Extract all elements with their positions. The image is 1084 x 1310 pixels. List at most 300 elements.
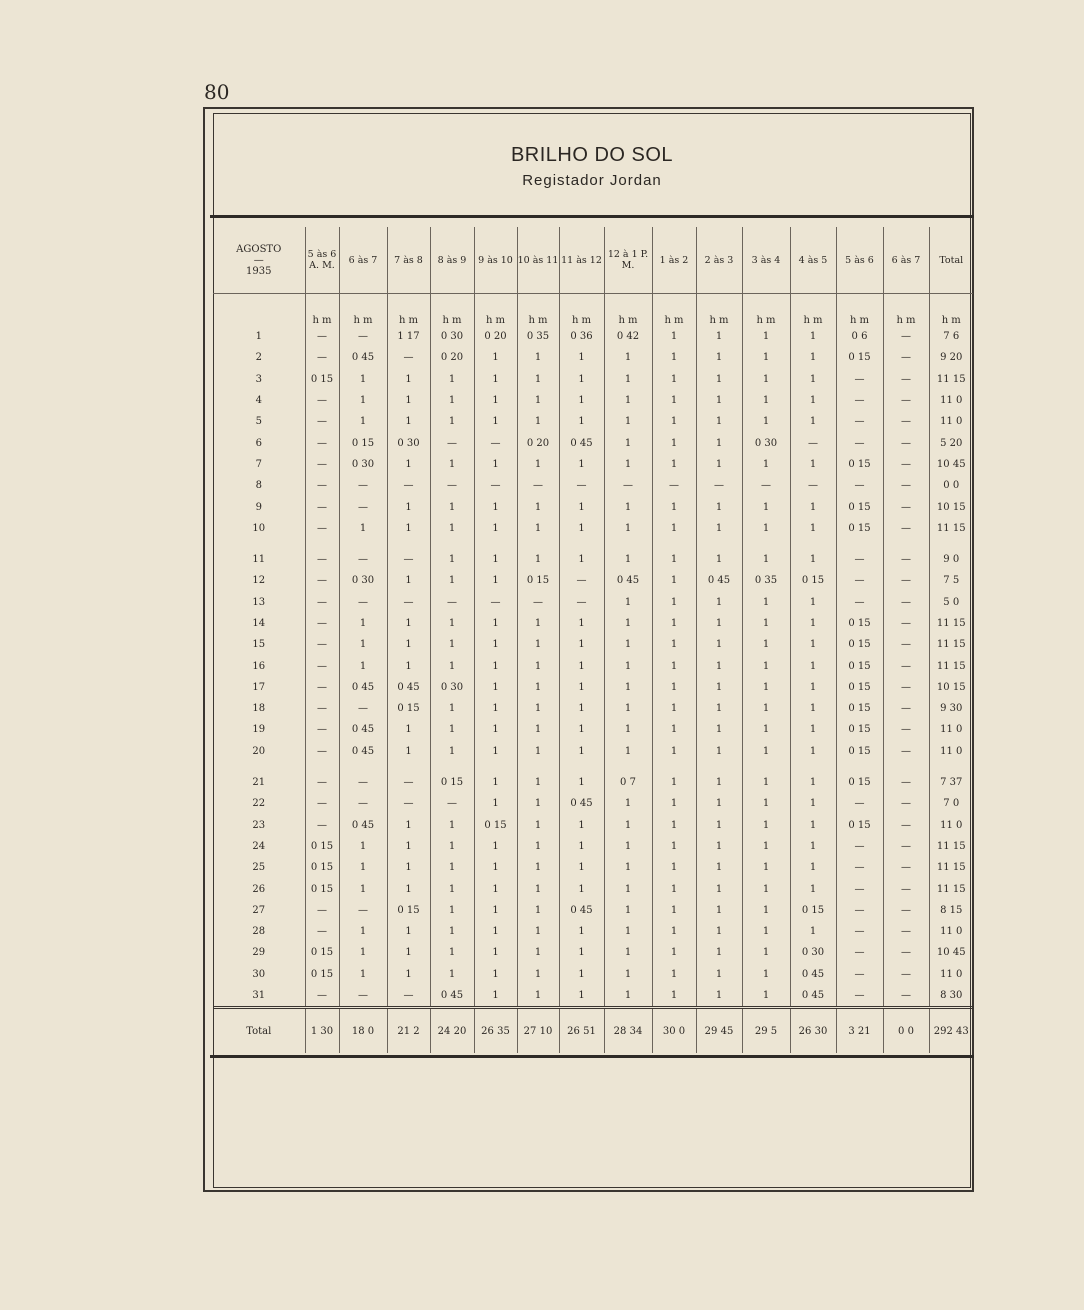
value-cell: 1 — [742, 655, 790, 676]
day-cell: 16 — [252, 660, 266, 672]
value-cell: 1 — [430, 390, 474, 411]
value-cell: 1 — [652, 347, 696, 368]
value-cell: — — [652, 475, 696, 496]
value-cell: 1 — [474, 793, 517, 814]
value-cell: 0 15 — [305, 369, 339, 390]
units-label: h m — [756, 315, 776, 326]
units-cell — [387, 294, 430, 327]
value-cell: 1 — [652, 539, 696, 570]
value-cell: — — [836, 411, 883, 432]
value-cell: — — [305, 539, 339, 570]
value-cell: 0 36 — [559, 326, 604, 347]
value-cell: 0 45 — [387, 677, 430, 698]
value-cell: — — [883, 613, 929, 634]
value-cell: 1 — [604, 411, 652, 432]
value-cell: 1 — [559, 878, 604, 899]
value-cell: 0 15 — [305, 942, 339, 963]
value-cell: 0 15 — [387, 698, 430, 719]
value-cell: 0 45 — [559, 432, 604, 453]
value-cell: 11 0 — [929, 719, 973, 740]
value-cell: 1 — [430, 518, 474, 539]
value-cell: 0 15 — [305, 878, 339, 899]
value-cell: 1 — [559, 719, 604, 740]
value-cell: 1 — [652, 592, 696, 613]
value-cell: — — [305, 347, 339, 368]
day-cell: 15 — [252, 639, 266, 651]
value-cell: 1 — [339, 921, 387, 942]
units-cell — [604, 294, 652, 327]
value-cell: 1 — [790, 677, 836, 698]
day-cell: 17 — [252, 681, 266, 693]
day-cell: 27 — [252, 904, 266, 916]
value-cell: 0 45 — [790, 964, 836, 985]
value-cell: — — [883, 878, 929, 899]
value-cell: 1 — [517, 613, 559, 634]
value-cell: 0 30 — [790, 942, 836, 963]
value-cell: 1 — [339, 613, 387, 634]
value-cell: 1 — [430, 496, 474, 517]
value-cell: — — [742, 475, 790, 496]
value-cell: 1 — [559, 857, 604, 878]
day-cell: 7 — [255, 458, 262, 470]
value-cell: 1 — [604, 539, 652, 570]
value-cell: 0 35 — [742, 570, 790, 591]
day-cell: 20 — [252, 745, 266, 757]
value-cell: 1 — [559, 634, 604, 655]
value-cell: 0 15 — [790, 900, 836, 921]
value-cell: 11 15 — [929, 634, 973, 655]
value-cell: 1 — [387, 719, 430, 740]
value-cell: 1 — [430, 857, 474, 878]
value-cell: 1 — [696, 942, 742, 963]
col-header: 5 às 6 A. M. — [305, 227, 339, 294]
table-row — [213, 900, 973, 921]
value-cell: 8 15 — [929, 900, 973, 921]
value-cell: 1 — [652, 518, 696, 539]
value-cell: — — [305, 634, 339, 655]
value-cell: — — [604, 475, 652, 496]
table-row — [213, 592, 973, 613]
table-row — [213, 326, 973, 347]
value-cell: 1 — [604, 518, 652, 539]
value-cell: — — [883, 836, 929, 857]
table-row — [213, 570, 973, 591]
total-cell: 292 43 — [929, 1008, 973, 1054]
value-cell: 1 — [742, 741, 790, 762]
value-cell: 1 — [559, 985, 604, 1008]
value-cell: 1 — [559, 496, 604, 517]
value-cell: 1 — [339, 369, 387, 390]
value-cell: — — [883, 411, 929, 432]
value-cell: — — [883, 762, 929, 793]
value-cell: — — [474, 592, 517, 613]
value-cell: — — [559, 592, 604, 613]
day-cell: 4 — [255, 395, 262, 407]
value-cell: 1 — [742, 347, 790, 368]
value-cell: 1 — [652, 454, 696, 475]
value-cell: — — [836, 985, 883, 1008]
value-cell: 1 — [517, 454, 559, 475]
value-cell: 1 — [559, 539, 604, 570]
value-cell: 11 15 — [929, 613, 973, 634]
units-cell — [883, 294, 929, 327]
value-cell: — — [387, 985, 430, 1008]
value-cell: 1 — [742, 964, 790, 985]
value-cell: 1 — [517, 942, 559, 963]
value-cell: 1 — [696, 921, 742, 942]
value-cell: 1 — [339, 411, 387, 432]
value-cell: 11 15 — [929, 836, 973, 857]
value-cell: 1 — [790, 719, 836, 740]
total-cell: 26 35 — [474, 1008, 517, 1054]
value-cell: 9 20 — [929, 347, 973, 368]
value-cell: 1 — [517, 539, 559, 570]
value-cell: 1 — [742, 793, 790, 814]
value-cell: — — [883, 719, 929, 740]
value-cell: 1 — [339, 634, 387, 655]
value-cell: 0 15 — [836, 698, 883, 719]
value-cell: 0 20 — [474, 326, 517, 347]
value-cell: 1 — [696, 655, 742, 676]
value-cell: 0 15 — [430, 762, 474, 793]
value-cell: — — [696, 475, 742, 496]
day-cell: 6 — [255, 437, 262, 449]
value-cell: 1 — [790, 518, 836, 539]
value-cell: 1 — [790, 698, 836, 719]
value-cell: 1 — [742, 921, 790, 942]
value-cell: 1 — [696, 677, 742, 698]
month-label: AGOSTO — [236, 243, 282, 255]
value-cell: 0 15 — [836, 655, 883, 676]
value-cell: 1 — [742, 762, 790, 793]
value-cell: 10 45 — [929, 942, 973, 963]
value-cell: 1 — [790, 634, 836, 655]
day-cell: 28 — [252, 926, 266, 938]
units-label: h m — [398, 315, 419, 326]
value-cell: 1 — [559, 613, 604, 634]
value-cell: 1 — [430, 900, 474, 921]
value-cell: — — [883, 900, 929, 921]
value-cell: 1 — [559, 390, 604, 411]
value-cell: 1 — [517, 793, 559, 814]
value-cell: — — [883, 454, 929, 475]
day-cell: 5 — [255, 416, 262, 428]
value-cell: 1 — [696, 518, 742, 539]
value-cell: — — [305, 411, 339, 432]
value-cell: 7 5 — [929, 570, 973, 591]
value-cell: — — [883, 634, 929, 655]
value-cell: — — [305, 677, 339, 698]
value-cell: 1 — [790, 857, 836, 878]
value-cell: 11 0 — [929, 390, 973, 411]
table-row — [213, 634, 973, 655]
value-cell: 0 15 — [836, 815, 883, 836]
value-cell: — — [836, 369, 883, 390]
value-cell: 1 — [696, 347, 742, 368]
value-cell: 1 — [604, 985, 652, 1008]
value-cell: 10 15 — [929, 677, 973, 698]
value-cell: 7 0 — [929, 793, 973, 814]
page-number: 80 — [204, 80, 230, 104]
day-cell: 19 — [252, 724, 266, 736]
value-cell: 1 — [696, 390, 742, 411]
value-cell: 1 — [696, 613, 742, 634]
value-cell: 1 — [604, 369, 652, 390]
totals-label: Total — [213, 1008, 305, 1054]
value-cell: — — [883, 592, 929, 613]
day-cell: 22 — [252, 798, 266, 810]
value-cell: 1 — [790, 592, 836, 613]
value-cell: — — [883, 793, 929, 814]
value-cell: 1 — [387, 570, 430, 591]
value-cell: 1 — [430, 655, 474, 676]
value-cell: 1 — [790, 369, 836, 390]
value-cell: — — [474, 475, 517, 496]
value-cell: 1 — [696, 454, 742, 475]
value-cell: 1 — [652, 942, 696, 963]
table-row — [213, 347, 973, 368]
value-cell: 1 — [604, 793, 652, 814]
value-cell: 1 — [387, 518, 430, 539]
units-label: h m — [896, 315, 916, 326]
value-cell: 1 — [517, 857, 559, 878]
value-cell: 1 — [696, 698, 742, 719]
day-cell: 12 — [252, 575, 266, 587]
day-cell: 13 — [252, 596, 266, 608]
value-cell: 1 — [742, 613, 790, 634]
value-cell: 11 15 — [929, 369, 973, 390]
value-cell: 1 — [559, 369, 604, 390]
value-cell: — — [305, 518, 339, 539]
table-row — [213, 390, 973, 411]
value-cell: 1 — [517, 655, 559, 676]
value-cell: 1 — [474, 454, 517, 475]
value-cell: 10 15 — [929, 496, 973, 517]
value-cell: — — [836, 592, 883, 613]
value-cell: 1 — [474, 836, 517, 857]
value-cell: 1 — [790, 613, 836, 634]
value-cell: — — [836, 390, 883, 411]
value-cell: 1 — [430, 942, 474, 963]
value-cell: — — [836, 942, 883, 963]
value-cell: — — [790, 432, 836, 453]
value-cell: 1 — [474, 518, 517, 539]
value-cell: 1 — [559, 655, 604, 676]
value-cell: 1 — [742, 369, 790, 390]
value-cell: — — [883, 347, 929, 368]
value-cell: 0 15 — [836, 719, 883, 740]
value-cell: 1 — [517, 719, 559, 740]
day-cell: 23 — [252, 819, 266, 831]
value-cell: 1 — [604, 815, 652, 836]
value-cell: — — [305, 390, 339, 411]
value-cell: — — [430, 475, 474, 496]
value-cell: 1 — [387, 942, 430, 963]
value-cell: 1 — [790, 815, 836, 836]
value-cell: 1 — [742, 496, 790, 517]
value-cell: 1 — [604, 900, 652, 921]
value-cell: 1 — [604, 964, 652, 985]
value-cell: 0 30 — [387, 432, 430, 453]
value-cell: 1 — [652, 411, 696, 432]
value-cell: 1 — [604, 741, 652, 762]
value-cell: 1 — [474, 741, 517, 762]
table-row — [213, 964, 973, 985]
col-header: 7 às 8 — [387, 227, 430, 294]
day-cell: 2 — [255, 352, 262, 364]
value-cell: 0 45 — [559, 900, 604, 921]
day-cell: 24 — [252, 840, 266, 852]
value-cell: 1 — [339, 518, 387, 539]
value-cell: 0 20 — [517, 432, 559, 453]
value-cell: — — [305, 762, 339, 793]
value-cell: 1 — [604, 921, 652, 942]
value-cell: 1 — [696, 741, 742, 762]
month-separator: — — [253, 254, 264, 266]
value-cell: 1 — [652, 698, 696, 719]
value-cell: — — [430, 592, 474, 613]
value-cell: — — [305, 592, 339, 613]
value-cell: — — [559, 570, 604, 591]
value-cell: 1 — [517, 921, 559, 942]
value-cell: 1 — [790, 326, 836, 347]
value-cell: 1 — [742, 815, 790, 836]
value-cell: — — [339, 475, 387, 496]
value-cell: 1 — [790, 836, 836, 857]
value-cell: — — [883, 518, 929, 539]
table-row — [213, 539, 973, 570]
value-cell: 1 — [652, 857, 696, 878]
value-cell: 11 0 — [929, 964, 973, 985]
col-header: 9 às 10 — [474, 227, 517, 294]
value-cell: 1 — [430, 698, 474, 719]
value-cell: 1 — [696, 411, 742, 432]
col-header: 6 às 7 — [339, 227, 387, 294]
value-cell: 0 45 — [559, 793, 604, 814]
value-cell: 11 15 — [929, 878, 973, 899]
value-cell: 1 — [742, 677, 790, 698]
units-row — [213, 294, 973, 327]
value-cell: — — [883, 964, 929, 985]
value-cell: — — [883, 570, 929, 591]
value-cell: 1 — [742, 518, 790, 539]
value-cell: 0 15 — [836, 677, 883, 698]
value-cell: 1 — [652, 613, 696, 634]
value-cell: 1 — [387, 741, 430, 762]
value-cell: 1 — [339, 878, 387, 899]
value-cell: — — [883, 942, 929, 963]
value-cell: 1 — [517, 496, 559, 517]
value-cell: 1 — [517, 677, 559, 698]
value-cell: 1 — [430, 634, 474, 655]
value-cell: 1 — [387, 634, 430, 655]
col-header: 6 às 7 — [883, 227, 929, 294]
units-cell — [430, 294, 474, 327]
value-cell: — — [339, 762, 387, 793]
value-cell: 1 — [742, 719, 790, 740]
value-cell: 1 — [604, 698, 652, 719]
total-cell: 26 30 — [790, 1008, 836, 1054]
value-cell: 1 — [696, 857, 742, 878]
table-row — [213, 655, 973, 676]
value-cell: 1 — [559, 741, 604, 762]
value-cell: 1 — [430, 411, 474, 432]
value-cell: — — [339, 592, 387, 613]
value-cell: — — [305, 570, 339, 591]
value-cell: 1 — [517, 518, 559, 539]
value-cell: — — [474, 432, 517, 453]
units-cell — [339, 294, 387, 327]
day-cell: 10 — [252, 522, 266, 534]
day-cell: 25 — [252, 862, 266, 874]
value-cell: 1 — [517, 762, 559, 793]
value-cell: 1 — [517, 698, 559, 719]
value-cell: 1 — [474, 570, 517, 591]
units-label: h m — [849, 315, 870, 326]
value-cell: 1 — [430, 454, 474, 475]
value-cell: 1 — [742, 326, 790, 347]
value-cell: 1 — [604, 613, 652, 634]
table-row — [213, 677, 973, 698]
value-cell: 1 — [742, 942, 790, 963]
value-cell: — — [430, 793, 474, 814]
table-row — [213, 762, 973, 793]
value-cell: — — [517, 592, 559, 613]
value-cell: 0 7 — [604, 762, 652, 793]
value-cell: 1 — [742, 390, 790, 411]
value-cell: 0 45 — [339, 719, 387, 740]
value-cell: 9 30 — [929, 698, 973, 719]
value-cell: 0 15 — [836, 613, 883, 634]
value-cell: 1 — [790, 741, 836, 762]
value-cell: — — [883, 390, 929, 411]
value-cell: 1 — [517, 878, 559, 899]
units-cell — [790, 294, 836, 327]
value-cell: 0 15 — [474, 815, 517, 836]
year-label: 1935 — [246, 265, 272, 277]
value-cell: — — [883, 815, 929, 836]
day-cell: 29 — [252, 947, 266, 959]
value-cell: — — [305, 719, 339, 740]
value-cell: 1 — [652, 836, 696, 857]
value-cell: 1 — [517, 900, 559, 921]
value-cell: 1 — [430, 815, 474, 836]
units-label: h m — [709, 315, 729, 326]
day-cell: 30 — [252, 968, 266, 980]
value-cell: 1 — [387, 411, 430, 432]
value-cell: 1 — [474, 921, 517, 942]
column-header-row — [213, 227, 973, 294]
value-cell: 0 45 — [790, 985, 836, 1008]
day-cell: 26 — [252, 883, 266, 895]
value-cell: 11 0 — [929, 411, 973, 432]
value-cell: 0 15 — [836, 518, 883, 539]
value-cell: 0 15 — [305, 857, 339, 878]
value-cell: 1 — [517, 369, 559, 390]
units-cell — [517, 294, 559, 327]
value-cell: — — [339, 496, 387, 517]
value-cell: 1 — [430, 369, 474, 390]
value-cell: 0 0 — [929, 475, 973, 496]
value-cell: 1 — [696, 369, 742, 390]
value-cell: — — [305, 655, 339, 676]
units-label: h m — [803, 315, 823, 326]
value-cell: — — [883, 741, 929, 762]
units-label: h m — [442, 315, 462, 326]
value-cell: 1 — [696, 496, 742, 517]
value-cell: 1 — [696, 985, 742, 1008]
day-cell: 8 — [255, 480, 262, 492]
